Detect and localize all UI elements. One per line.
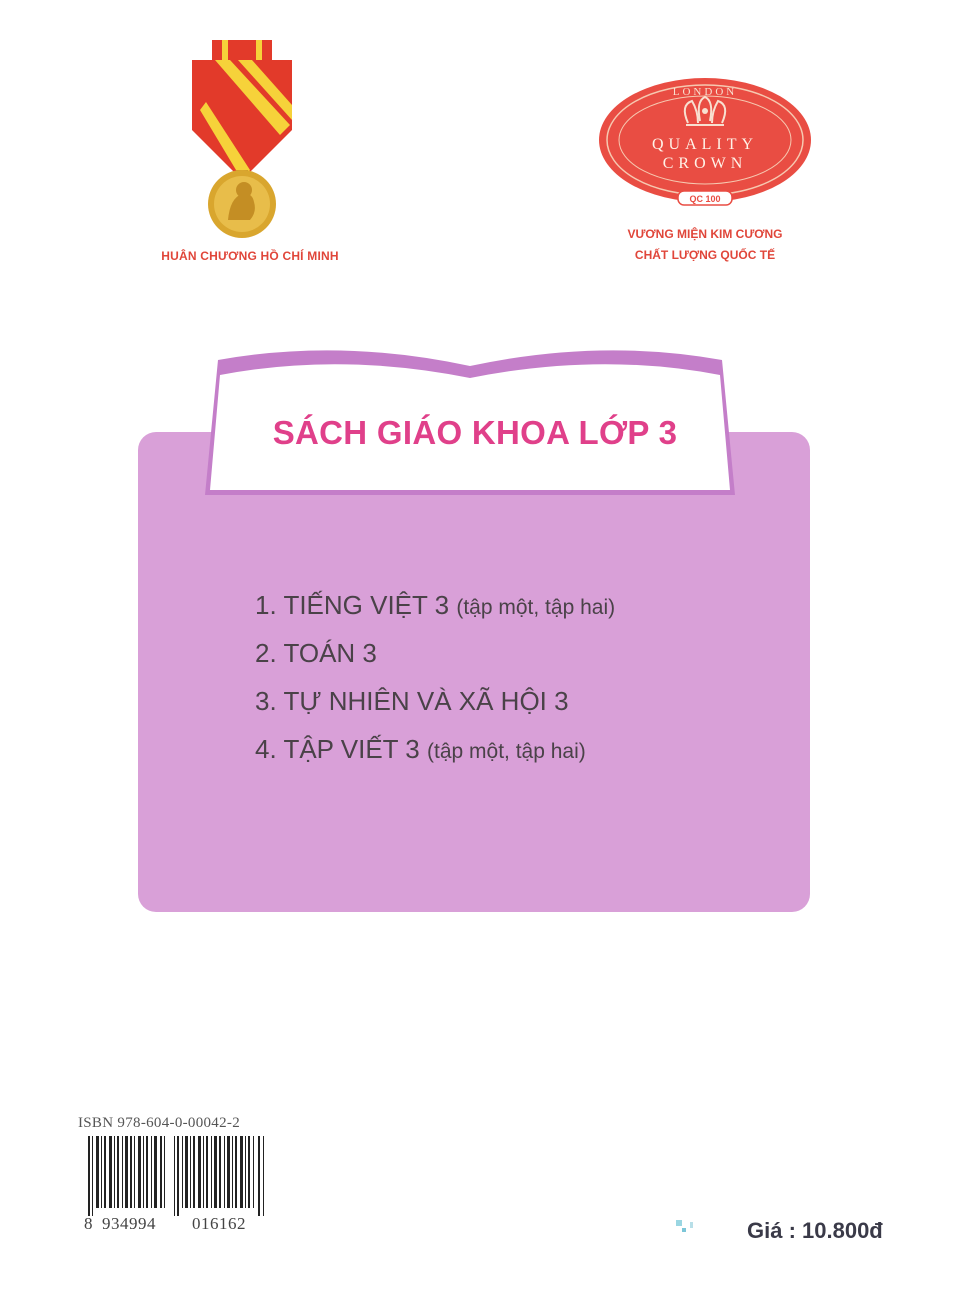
list-item bbox=[255, 686, 615, 734]
list-item-sub: (tập một, tập hai) bbox=[456, 596, 616, 619]
quality-crown-logo bbox=[590, 75, 820, 275]
medal-icon bbox=[120, 30, 380, 245]
barcode-digit-group-1: 934994 bbox=[102, 1214, 156, 1233]
price-sticker bbox=[660, 1200, 900, 1260]
book-title: SÁCH GIÁO KHOA LỚP 3 bbox=[272, 414, 678, 451]
logo-quality-text: QUALITY bbox=[651, 136, 759, 153]
list-item-main: 3. TỰ NHIÊN VÀ XÃ HỘI 3 bbox=[255, 686, 569, 716]
book-list bbox=[255, 590, 615, 782]
logo-crown-text: CROWN bbox=[662, 155, 748, 172]
isbn-label: ISBN 978-604-0-00042-2 bbox=[78, 1115, 241, 1131]
list-item-main: 4. TẬP VIẾT 3 bbox=[255, 734, 420, 764]
barcode-icon bbox=[88, 1136, 268, 1216]
list-item-sub: (tập một, tập hai) bbox=[427, 740, 586, 763]
barcode-digit-first: 8 bbox=[84, 1214, 93, 1233]
price-label: Giá : 10.800đ bbox=[747, 1218, 883, 1243]
list-item bbox=[255, 638, 615, 686]
logo-london-text: LONDON bbox=[672, 86, 738, 98]
list-item bbox=[255, 590, 615, 638]
list-item bbox=[255, 734, 615, 782]
quality-caption-2: CHẤT LƯỢNG QUỐC TẾ bbox=[634, 248, 776, 262]
ho-chi-minh-medal bbox=[120, 30, 380, 270]
quality-caption-1: VƯƠNG MIỆN KIM CƯƠNG bbox=[627, 227, 783, 241]
crown-logo-icon bbox=[590, 75, 820, 220]
list-item-main: 1. TIẾNG VIỆT 3 bbox=[255, 590, 450, 620]
sticker-mark-icon bbox=[660, 1200, 740, 1260]
barcode-digit-group-2: 016162 bbox=[192, 1214, 246, 1233]
list-item-main: 2. TOÁN 3 bbox=[255, 638, 377, 668]
logo-code-text: QC 100 bbox=[689, 194, 721, 204]
medal-caption: HUÂN CHƯƠNG HỒ CHÍ MINH bbox=[161, 249, 339, 263]
